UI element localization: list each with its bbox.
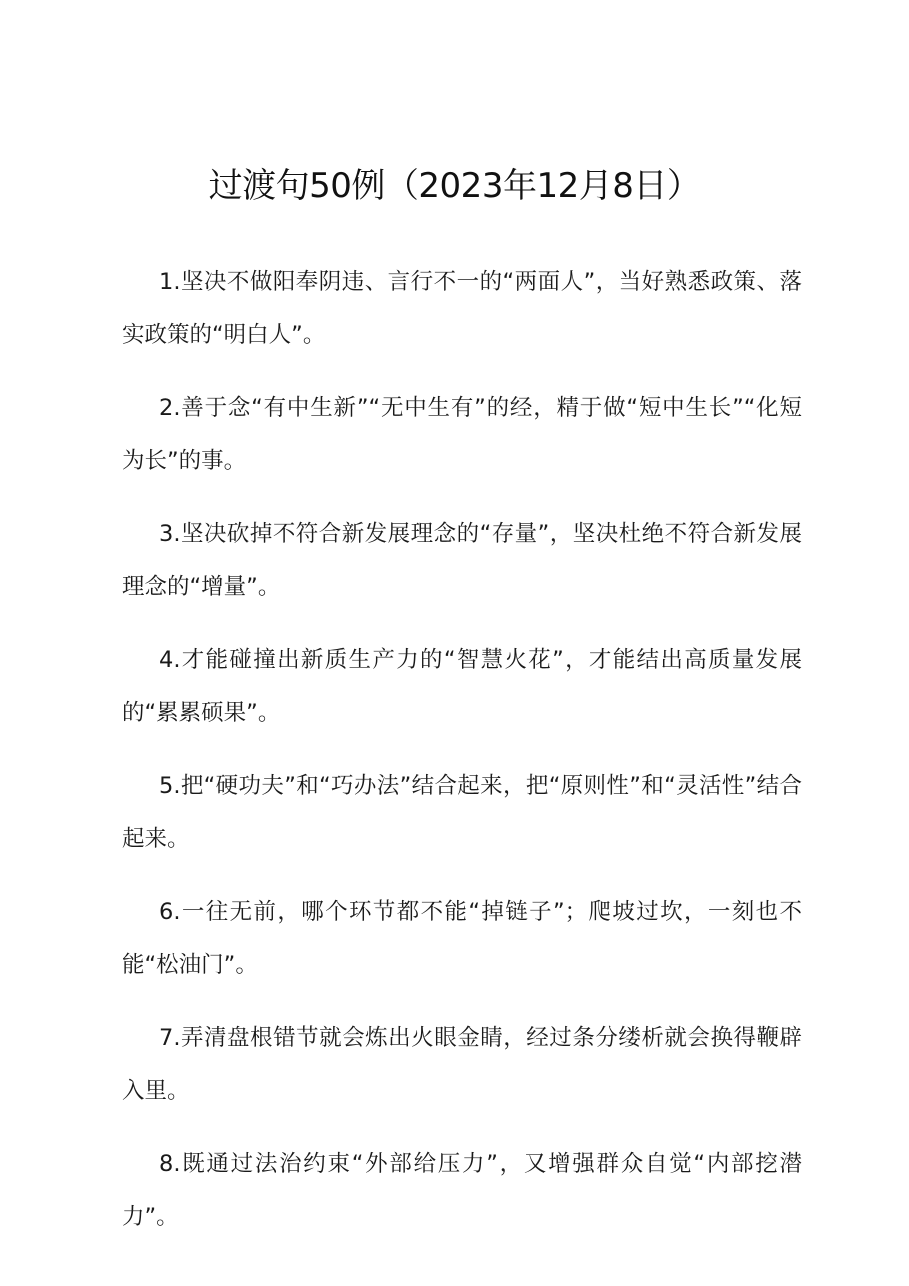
document-body [122,256,802,1264]
paragraph-7: 7.弄清盘根错节就会炼出火眼金睛，经过条分缕析就会换得鞭辟入里。 [122,1025,802,1104]
paragraph-4: 4.才能碰撞出新质生产力的“智慧火花”，才能结出高质量发展的“累累硕果”。 [122,647,802,726]
paragraph-1: 1.坚决不做阳奉阴违、言行不一的“两面人”，当好熟悉政策、落实政策的“明白人”。 [122,269,802,348]
paragraph-5: 5.把“硬功夫”和“巧办法”结合起来，把“原则性”和“灵活性”结合起来。 [122,773,802,852]
paragraph-6: 6.一往无前，哪个环节都不能“掉链子”；爬坡过坎，一刻也不能“松油门”。 [122,899,802,978]
paragraph-3: 3.坚决砍掉不符合新发展理念的“存量”，坚决杜绝不符合新发展理念的“增量”。 [122,521,802,600]
document-title: 过渡句50例（2023年12月8日） [208,166,701,206]
paragraph-8: 8.既通过法治约束“外部给压力”，又增强群众自觉“内部挖潜力”。 [122,1151,802,1230]
paragraph-2: 2.善于念“有中生新”“无中生有”的经，精于做“短中生长”“化短为长”的事。 [122,395,802,474]
